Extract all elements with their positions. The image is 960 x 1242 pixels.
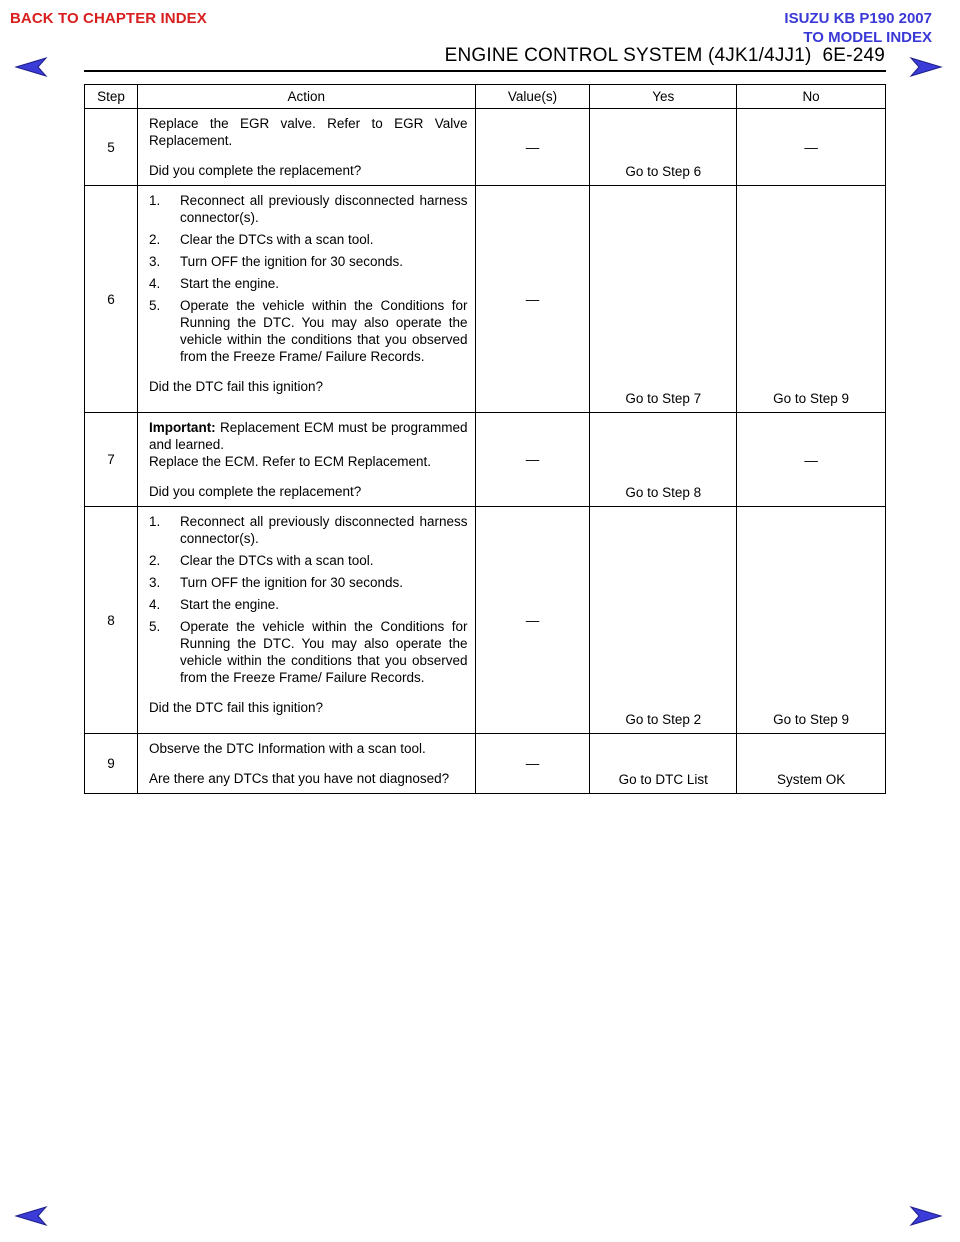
table-row [85, 507, 886, 734]
action-text: Observe the DTC Information with a scan tool. [148, 741, 426, 756]
step-number: 9 [85, 734, 138, 794]
column-header-yes: Yes [590, 85, 737, 109]
list-item: 5. Operate the vehicle within the Conditions for Running the DTC. You may also operate the vehicle within the conditions that you observed from the Freeze Frame/ Failure Records. [148, 619, 468, 685]
step-number: 7 [85, 413, 138, 507]
action-text: Replace the ECM. Refer to ECM Replacement. [148, 454, 432, 469]
value-cell: — [475, 507, 590, 734]
important-note [149, 419, 468, 453]
list-item: 4. Start the engine. [148, 276, 280, 291]
step-number: 6 [85, 186, 138, 413]
no-cell: — [737, 109, 886, 186]
table-header-row [85, 85, 886, 109]
action-cell [137, 413, 475, 507]
important-text: Replacement ECM must be programmed and learned. [148, 420, 468, 452]
value-cell: — [475, 734, 590, 794]
list-item: 1. Reconnect all previously disconnected harness connector(s). [148, 193, 468, 225]
manual-title-link[interactable]: ISUZU KB P190 2007 [784, 10, 932, 27]
list-item: 3. Turn OFF the ignition for 30 seconds. [148, 575, 404, 590]
action-cell [137, 734, 475, 794]
list-item: 1. Reconnect all previously disconnected harness connector(s). [148, 514, 468, 546]
list-item: 4. Start the engine. [148, 597, 280, 612]
no-cell: System OK [737, 734, 886, 794]
value-cell: — [475, 109, 590, 186]
page-header [445, 45, 885, 67]
list-item: 3. Turn OFF the ignition for 30 seconds. [148, 254, 404, 269]
list-item: 2. Clear the DTCs with a scan tool. [148, 232, 374, 247]
action-cell [137, 507, 475, 734]
action-question: Are there any DTCs that you have not diagnosed? [148, 771, 450, 786]
step-number: 8 [85, 507, 138, 734]
substep-list [149, 192, 468, 365]
prev-page-arrow-icon[interactable] [14, 56, 48, 78]
action-question: Did you complete the replacement? [148, 484, 362, 499]
step-number: 5 [85, 109, 138, 186]
prev-page-arrow-bottom-icon[interactable] [14, 1205, 48, 1227]
action-cell [137, 109, 475, 186]
action-text: Replace the EGR valve. Refer to EGR Valve Replacement. [148, 116, 468, 148]
table-row [85, 413, 886, 507]
substep-list [149, 513, 468, 686]
action-question: Did the DTC fail this ignition? [148, 700, 324, 715]
section-title: ENGINE CONTROL SYSTEM (4JK1/4JJ1) [444, 45, 812, 66]
list-item: 2. Clear the DTCs with a scan tool. [148, 553, 374, 568]
header-rule [84, 70, 886, 72]
page-number: 6E-249 [822, 45, 885, 66]
yes-cell: Go to Step 8 [590, 413, 737, 507]
next-page-arrow-bottom-icon[interactable] [909, 1205, 943, 1227]
yes-cell: Go to Step 2 [590, 507, 737, 734]
to-model-index-link[interactable]: TO MODEL INDEX [803, 29, 932, 46]
table-row [85, 734, 886, 794]
next-page-arrow-icon[interactable] [909, 56, 943, 78]
list-item: 5. Operate the vehicle within the Conditions for Running the DTC. You may also operate the vehicle within the conditions that you observed from the Freeze Frame/ Failure Records. [148, 298, 468, 364]
no-cell: Go to Step 9 [737, 186, 886, 413]
back-to-chapter-index-link[interactable]: BACK TO CHAPTER INDEX [10, 10, 207, 27]
table-row [85, 186, 886, 413]
no-cell: — [737, 413, 886, 507]
yes-cell: Go to Step 6 [590, 109, 737, 186]
action-question: Did you complete the replacement? [148, 163, 362, 178]
column-header-action: Action [137, 85, 475, 109]
important-label: Important: [148, 420, 216, 435]
table-row [85, 109, 886, 186]
value-cell: — [475, 186, 590, 413]
yes-cell: Go to Step 7 [590, 186, 737, 413]
action-cell [137, 186, 475, 413]
column-header-values: Value(s) [475, 85, 590, 109]
yes-cell: Go to DTC List [590, 734, 737, 794]
column-header-no: No [737, 85, 886, 109]
no-cell: Go to Step 9 [737, 507, 886, 734]
diagnostic-steps-table [84, 84, 886, 794]
column-header-step: Step [85, 85, 138, 109]
value-cell: — [475, 413, 590, 507]
action-question: Did the DTC fail this ignition? [148, 379, 324, 394]
